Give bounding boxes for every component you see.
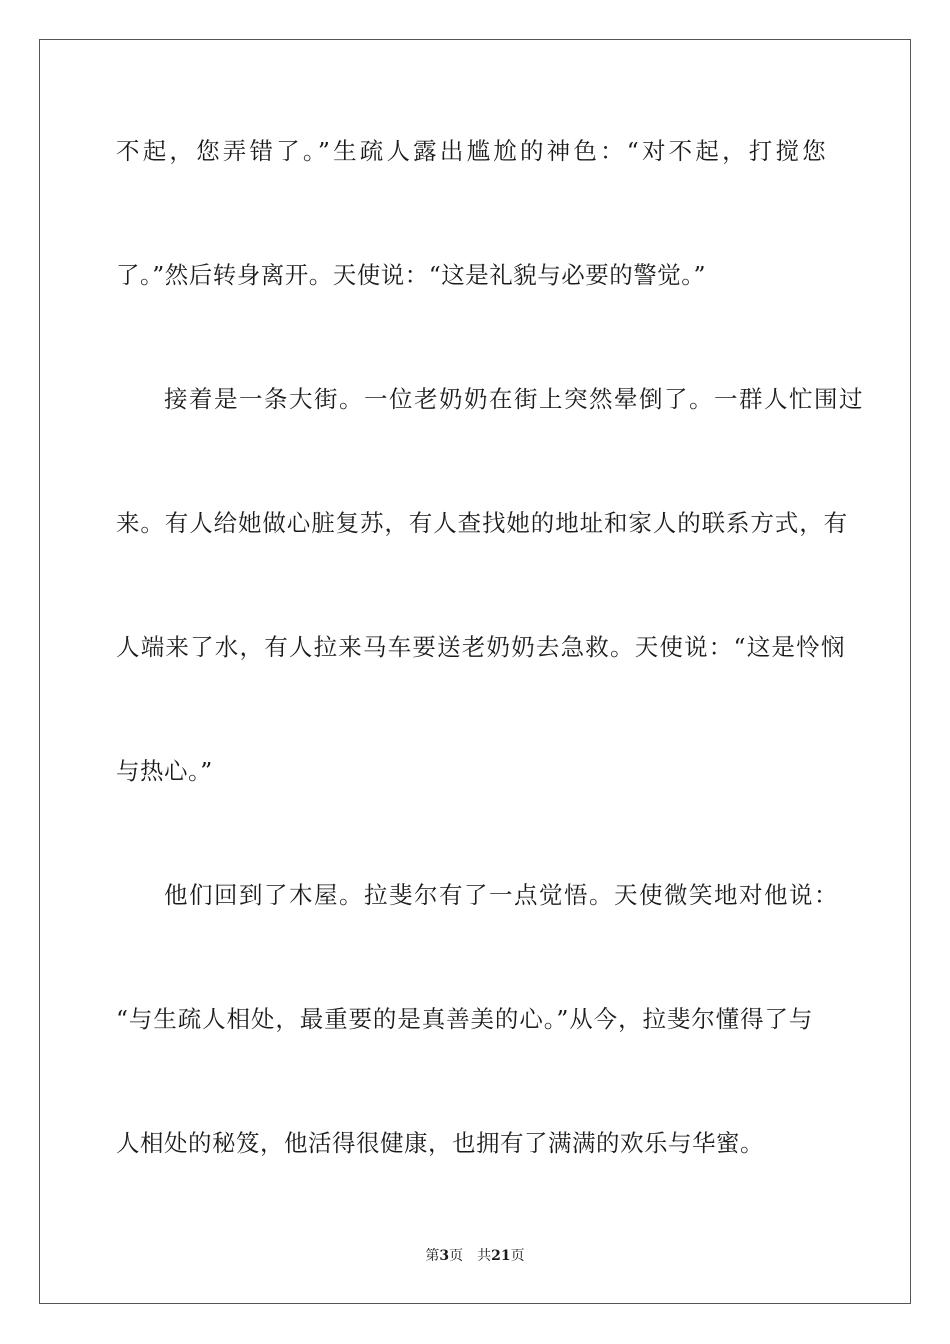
- paragraph-line: 不起，您弄错了。”生疏人露出尴尬的神色：“对不起，打搅您: [116, 137, 829, 165]
- page-suffix: 页: [449, 1248, 464, 1264]
- page-border: [39, 39, 911, 1304]
- paragraph-line: 来。有人给她做心脏复苏，有人查找她的地址和家人的联系方式，有: [116, 509, 848, 537]
- paragraph-line: 与热心。”: [116, 757, 213, 785]
- total-pages: 21: [491, 1248, 511, 1264]
- paragraph-line: 了。”然后转身离开。天使说：“这是礼貌与必要的警觉。”: [116, 261, 707, 289]
- paragraph-line-indented: 他们回到了木屋。拉斐尔有了一点觉悟。天使微笑地对他说：: [164, 881, 839, 909]
- paragraph-line-indented: 接着是一条大街。一位老奶奶在街上突然晕倒了。一群人忙围过: [164, 385, 864, 413]
- paragraph-line: 人端来了水，有人拉来马车要送老奶奶去急救。天使说：“这是怜悯: [116, 633, 846, 661]
- paragraph-line: 人相处的秘笈，他活得很健康，也拥有了满满的欢乐与华蜜。: [116, 1129, 764, 1157]
- total-prefix: 共: [477, 1248, 492, 1264]
- total-suffix: 页: [510, 1248, 525, 1264]
- paragraph-line: “与生疏人相处，最重要的是真善美的心。”从今，拉斐尔懂得了与: [116, 1005, 814, 1033]
- page-prefix: 第: [425, 1248, 440, 1264]
- page-number: 3: [439, 1248, 450, 1264]
- page-footer: [0, 1247, 950, 1265]
